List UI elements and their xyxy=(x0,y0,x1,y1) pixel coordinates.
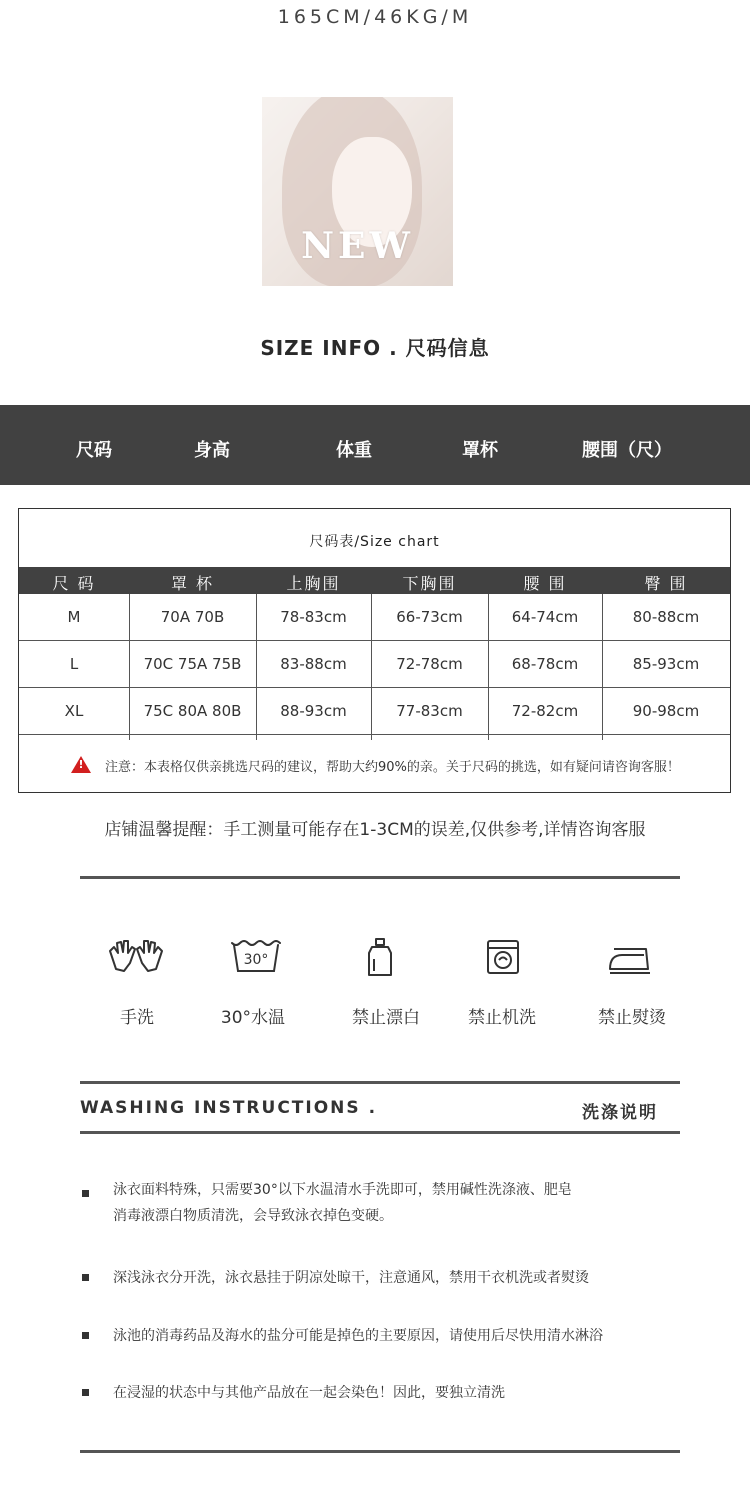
col-cup: 罩 杯 xyxy=(170,574,215,593)
care-label-hand-wash: 手洗 xyxy=(120,1008,154,1028)
col-size: 尺 码 xyxy=(52,574,96,593)
table-row: M 70A 70B 78-83cm 66-73cm 64-74cm 80-88cm xyxy=(19,594,730,641)
hand-wash-icon xyxy=(106,937,166,977)
column-divider xyxy=(371,594,372,740)
header-col-cup: 罩杯 xyxy=(462,440,498,461)
store-reminder: 店铺温馨提醒：手工测量可能存在1-3CM的误差,仅供参考,详情咨询客服 xyxy=(104,820,646,840)
divider xyxy=(80,1131,680,1134)
washing-paragraph: 泳池的消毒药品及海水的盐分可能是掉色的主要原因，请使用后尽快用清水淋浴 xyxy=(113,1328,603,1344)
col-waist: 腰 围 xyxy=(523,574,567,593)
washing-paragraph: 在浸湿的状态中与其他产品放在一起会染色！因此，要独立清洗 xyxy=(113,1385,505,1401)
column-divider xyxy=(488,594,489,740)
care-label-no-bleach: 禁止漂白 xyxy=(352,1008,420,1028)
col-hip: 臀 围 xyxy=(644,574,688,593)
care-label-no-machine-wash: 禁止机洗 xyxy=(468,1008,536,1028)
header-col-height: 身高 xyxy=(194,440,230,461)
wash-30-icon xyxy=(226,937,286,977)
bullet xyxy=(82,1190,89,1197)
bullet xyxy=(82,1389,89,1396)
washing-paragraph: 消毒液漂白物质清洗，会导致泳衣掉色变硬。 xyxy=(113,1208,393,1224)
header-col-size: 尺码 xyxy=(76,440,112,461)
no-bleach-icon xyxy=(350,937,410,977)
size-chart-title: 尺码表/Size chart xyxy=(309,534,440,550)
col-under-bust: 下胸围 xyxy=(402,574,457,593)
note-text: 注意：本表格仅供亲挑选尺码的建议，帮助大约90%的亲。关于尺码的挑选，如有疑问请咨询客服！ xyxy=(105,760,680,775)
washing-paragraph: 深浅泳衣分开洗，泳衣悬挂于阴凉处晾干，注意通风，禁用干衣机洗或者熨烫 xyxy=(113,1270,589,1286)
header-col-waist: 腰围（尺） xyxy=(582,440,672,461)
size-chart-note: ! 注意：本表格仅供亲挑选尺码的建议，帮助大约90%的亲。关于尺码的挑选，如有疑问请咨询客服！ xyxy=(19,751,730,781)
care-label-water-temp: 30°水温 xyxy=(220,1008,286,1028)
table-row: XL 75C 80A 80B 88-93cm 77-83cm 72-82cm 90-98cm xyxy=(19,688,730,735)
table-row: L 70C 75A 75B 83-88cm 72-78cm 68-78cm 85-93cm xyxy=(19,641,730,688)
model-photo xyxy=(262,97,453,286)
new-badge-text: NEW xyxy=(301,225,414,267)
no-machine-wash-icon xyxy=(473,937,533,977)
washing-title-cn: 洗涤说明 xyxy=(582,1103,658,1123)
size-info-title: SIZE INFO . 尺码信息 xyxy=(260,336,490,360)
washing-paragraph: 泳衣面料特殊，只需要30°以下水温清水手洗即可，禁用碱性洗涤液、肥皂 xyxy=(113,1182,572,1198)
washing-title: WASHING INSTRUCTIONS . xyxy=(80,1098,378,1118)
header-col-weight: 体重 xyxy=(336,440,372,461)
care-label-no-iron: 禁止熨烫 xyxy=(598,1008,666,1028)
divider xyxy=(80,1450,680,1453)
col-upper-bust: 上胸围 xyxy=(286,574,341,593)
no-iron-icon xyxy=(600,937,660,977)
wash-temp-badge: 30° xyxy=(243,952,269,968)
size-chart xyxy=(18,508,731,793)
divider xyxy=(80,1081,680,1084)
divider xyxy=(80,876,680,879)
bullet xyxy=(82,1274,89,1281)
bullet xyxy=(82,1332,89,1339)
size-header-bar xyxy=(0,405,750,485)
column-divider xyxy=(129,594,130,740)
size-chart-header xyxy=(19,567,730,594)
model-stats: 165CM/46KG/M xyxy=(277,6,473,28)
column-divider xyxy=(256,594,257,740)
column-divider xyxy=(602,594,603,740)
